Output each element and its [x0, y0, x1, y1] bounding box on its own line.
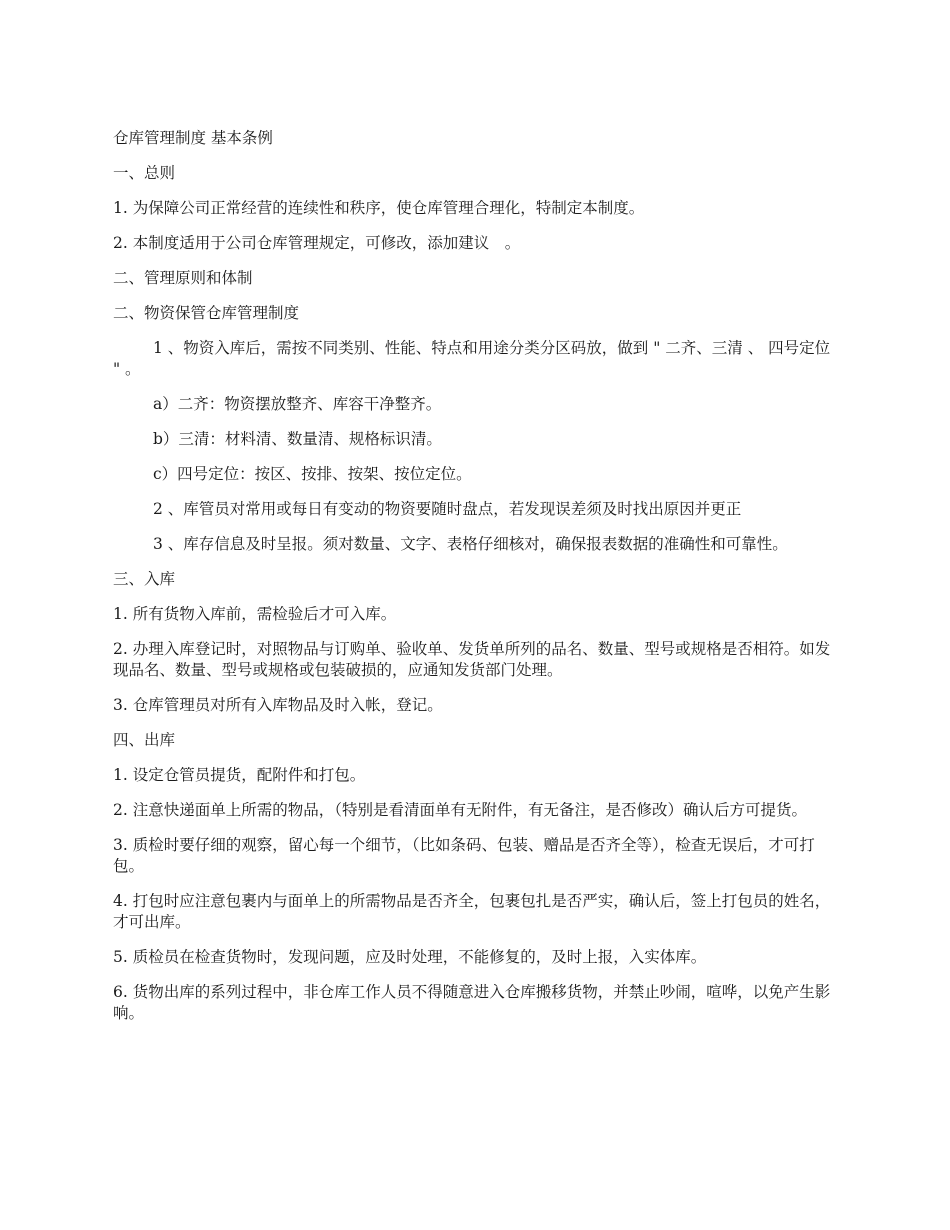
- document-body: [113, 128, 840, 1038]
- paragraph: 1. 为保障公司正常经营的连续性和秩序，使仓库管理合理化，特制定本制度。: [113, 199, 645, 217]
- paragraph: 5. 质检员在检查货物时，发现问题，应及时处理，不能修复的，及时上报，入实体库。: [113, 948, 707, 966]
- section-heading-outbound: 四、出库: [113, 731, 176, 749]
- document-title: 仓库管理制度 基本条例: [113, 129, 273, 147]
- paragraph: 1. 设定仓管员提货，配附件和打包。: [113, 766, 366, 784]
- paragraph: 3. 仓库管理员对所有入库物品及时入帐，登记。: [113, 696, 443, 714]
- section-heading-general: 一、总则: [113, 164, 176, 182]
- paragraph: 1 、物资入库后，需按不同类别、性能、特点和用途分类分区码放，做到 " 二齐、三清 、 四号定位 " 。: [113, 339, 831, 378]
- paragraph: 2. 办理入库登记时，对照物品与订购单、验收单、发货单所列的品名、数量、型号或规格是否相符。如发现品名、数量、型号或规格或包装破损的，应通知发货部门处理。: [113, 640, 831, 679]
- paragraph: 3. 质检时要仔细的观察，留心每一个细节，（比如条码、包装、赠品是否齐全等），检查无误后，才可打包。: [113, 836, 815, 875]
- paragraph: 2. 本制度适用于公司仓库管理规定，可修改，添加建议 。: [113, 234, 521, 252]
- list-item: b）三清：材料清、数量清、规格标识清。: [153, 430, 442, 448]
- paragraph: 4. 打包时应注意包裹内与面单上的所需物品是否齐全，包裹包扎是否严实，确认后，签上打包员的姓名，才可出库。: [113, 892, 831, 931]
- paragraph: 2 、库管员对常用或每日有变动的物资要随时盘点，若发现误差须及时找出原因并更正: [153, 500, 742, 518]
- paragraph: 6. 货物出库的系列过程中，非仓库工作人员不得随意进入仓库搬移货物，并禁止吵闹，喧哗，以免产生影响。: [113, 983, 831, 1022]
- section-heading-storage: 二、物资保管仓库管理制度: [113, 304, 300, 322]
- paragraph: 1. 所有货物入库前，需检验后才可入库。: [113, 605, 397, 623]
- section-heading-inbound: 三、入库: [113, 570, 176, 588]
- paragraph: 2. 注意快递面单上所需的物品，（特别是看清面单有无附件，有无备注，是否修改）确认后方可提货。: [113, 801, 807, 819]
- section-heading-principles: 二、管理原则和体制: [113, 269, 253, 287]
- list-item: c）四号定位：按区、按排、按架、按位定位。: [153, 465, 472, 483]
- list-item: a）二齐：物资摆放整齐、库容干净整齐。: [153, 395, 442, 413]
- paragraph: 3 、库存信息及时呈报。须对数量、文字、表格仔细核对，确保报表数据的准确性和可靠性。: [153, 535, 788, 553]
